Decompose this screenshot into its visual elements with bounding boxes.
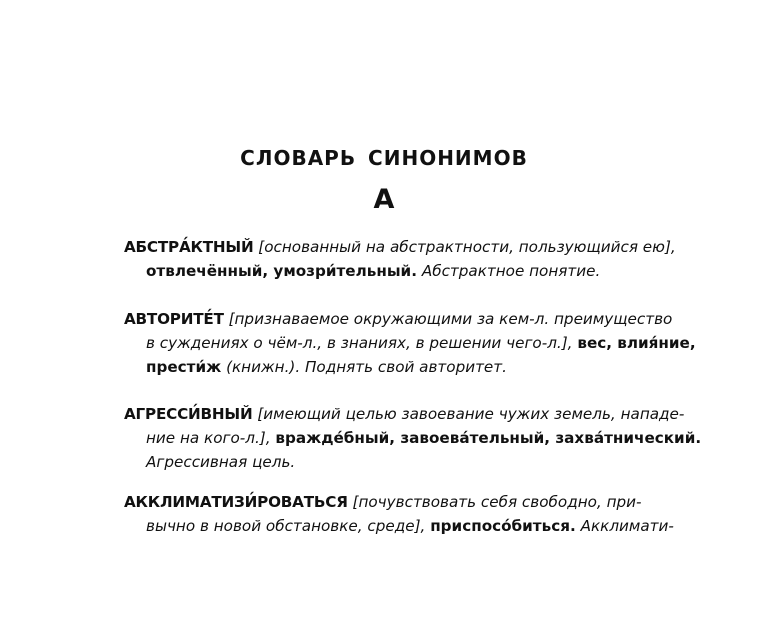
- entry-example: Поднять свой авторитет.: [304, 358, 507, 376]
- entry-line: [124, 235, 690, 259]
- entry-gloss: в суждениях о чём-л., в знаниях, в решении чего-л.],: [146, 334, 573, 352]
- entry-line: [124, 426, 702, 450]
- page-title: СЛОВАРЬ СИНОНИМОВ: [240, 146, 528, 170]
- entry-gloss: [почувствовать себя свободно, при-: [352, 493, 642, 511]
- entry-gloss: [имеющий целью завоевание чужих земель, нападе-: [257, 405, 685, 423]
- dictionary-entry: [124, 490, 690, 538]
- entry-example: Агрессивная цель.: [146, 453, 296, 471]
- dictionary-entry: [124, 235, 690, 283]
- entry-line: [124, 514, 690, 538]
- entry-line: [124, 355, 690, 379]
- entry-synonyms: вражде́бный, завоева́тельный, захва́тнический.: [275, 429, 702, 447]
- entry-gloss: [признаваемое окружающими за кем-л. преимущество: [228, 310, 673, 328]
- entry-gloss: вычно в новой обстановке, среде],: [146, 517, 426, 535]
- entry-style-label: (книжн.).: [226, 358, 301, 376]
- entry-headword: АГРЕССИ́ВНЫЙ: [124, 405, 253, 423]
- entry-line: [124, 259, 690, 283]
- entry-gloss: [основанный на абстрактности, пользующийся ею],: [258, 238, 676, 256]
- dictionary-entry: [124, 307, 696, 379]
- section-letter: А: [373, 184, 395, 215]
- entry-line: [124, 402, 690, 426]
- entry-gloss: ние на кого-л.],: [146, 429, 271, 447]
- entry-synonyms: прести́ж: [146, 358, 222, 376]
- entry-headword: АБСТРА́КТНЫЙ: [124, 238, 254, 256]
- entry-example: Абстрактное понятие.: [421, 262, 601, 280]
- entry-example: Акклимати-: [580, 517, 674, 535]
- entry-line: [124, 331, 696, 355]
- entry-line: [124, 490, 690, 514]
- dictionary-entry: [124, 402, 702, 474]
- entry-line: [124, 307, 690, 331]
- entry-synonyms: приспосо́биться.: [430, 517, 576, 535]
- entry-synonyms: вес, влия́ние,: [577, 334, 696, 352]
- entry-synonyms: отвлечённый, умозри́тельный.: [146, 262, 417, 280]
- entry-line: [124, 450, 690, 474]
- entry-headword: АВТОРИТЕ́Т: [124, 310, 224, 328]
- entry-headword: АККЛИМАТИЗИ́РОВАТЬСЯ: [124, 493, 348, 511]
